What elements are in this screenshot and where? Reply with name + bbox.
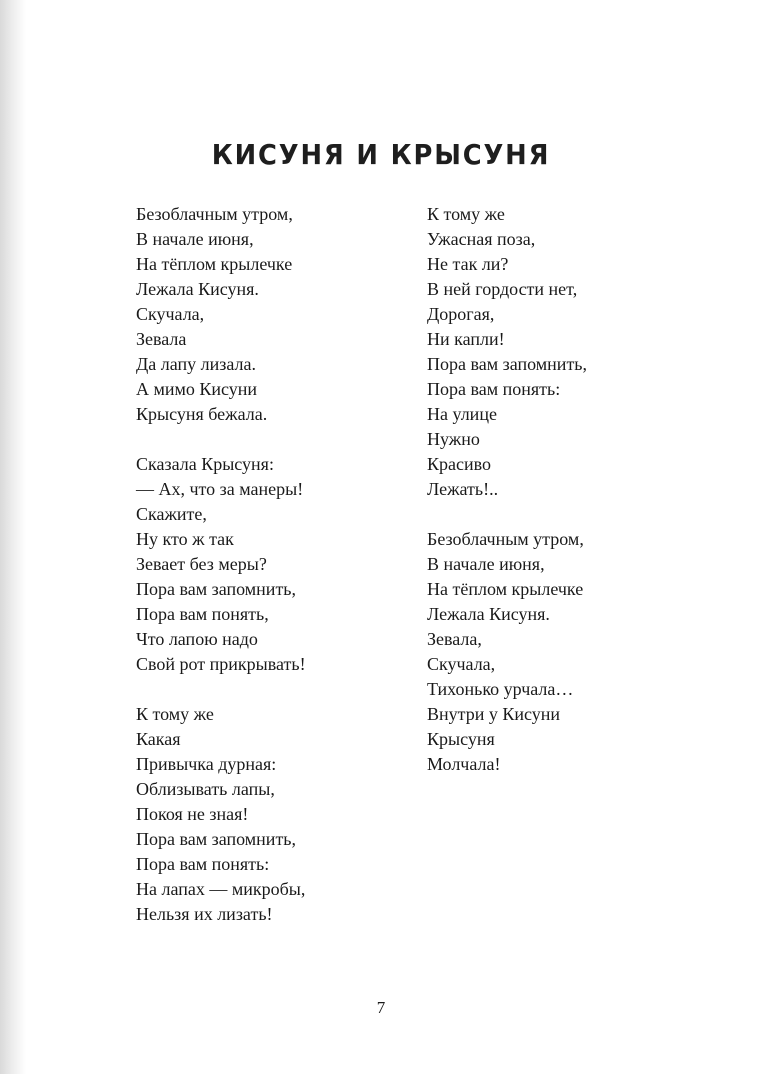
poem-line: Да лапу лизала. bbox=[136, 354, 256, 374]
poem-line: Нужно bbox=[427, 429, 480, 449]
poem-line: Не так ли? bbox=[427, 254, 509, 274]
poem-line: Скучала, bbox=[427, 654, 496, 674]
right-column bbox=[427, 202, 587, 802]
poem-line: Пора вам понять, bbox=[136, 604, 269, 624]
page-number: 7 bbox=[376, 998, 386, 1017]
poem-line: Что лапою надо bbox=[136, 629, 258, 649]
poem-line: Нельзя их лизать! bbox=[136, 904, 273, 924]
poem-line: К тому же bbox=[427, 204, 505, 224]
poem-line: Облизывать лапы, bbox=[136, 779, 275, 799]
poem-line: Покоя не зная! bbox=[136, 804, 249, 824]
poem-line: В начале июня, bbox=[136, 229, 254, 249]
poem-line: Крысуня bbox=[427, 729, 495, 749]
poem-line: Зевает без меры? bbox=[136, 554, 267, 574]
poem-title: КИСУНЯ И КРЫСУНЯ bbox=[211, 138, 551, 171]
poem-line: Лежала Кисуня. bbox=[136, 279, 259, 299]
poem-line: На тёплом крылечке bbox=[136, 254, 293, 274]
poem-line: Скучала, bbox=[136, 304, 205, 324]
stanza bbox=[136, 702, 306, 927]
poem-line: В начале июня, bbox=[427, 554, 545, 574]
poem-line: Молчала! bbox=[427, 754, 501, 774]
poem-line: Зевала bbox=[136, 329, 187, 349]
stanza bbox=[136, 202, 306, 427]
poem-line: Пора вам запомнить, bbox=[427, 354, 588, 374]
poem-line: Скажите, bbox=[136, 504, 207, 524]
poem-line: Сказала Крысуня: bbox=[136, 454, 274, 474]
poem-line: К тому же bbox=[136, 704, 214, 724]
poem-line: А мимо Кисуни bbox=[136, 379, 258, 399]
poem-line: Красиво bbox=[427, 454, 491, 474]
page-edge-shadow bbox=[0, 0, 26, 1074]
stanza bbox=[427, 527, 587, 777]
poem-line: Привычка дурная: bbox=[136, 754, 277, 774]
poem-line: На улице bbox=[427, 404, 497, 424]
stanza bbox=[427, 202, 587, 502]
poem-line: В ней гордости нет, bbox=[427, 279, 578, 299]
poem-line: Свой рот прикрывать! bbox=[136, 654, 306, 674]
poem-line: Дорогая, bbox=[427, 304, 495, 324]
poem-line: На лапах — микробы, bbox=[136, 879, 306, 899]
poem-line: Безоблачным утром, bbox=[136, 204, 293, 224]
poem-line: Ну кто ж так bbox=[136, 529, 234, 549]
poem-line: Зевала, bbox=[427, 629, 482, 649]
poem-line: Ужасная поза, bbox=[427, 229, 536, 249]
poem-line: — Ах, что за манеры! bbox=[136, 479, 304, 499]
poem-line: Пора вам понять: bbox=[427, 379, 561, 399]
poem-line: Внутри у Кисуни bbox=[427, 704, 561, 724]
poem-line: Крысуня бежала. bbox=[136, 404, 268, 424]
poem-line: Пора вам запомнить, bbox=[136, 829, 297, 849]
poem-line: Пора вам понять: bbox=[136, 854, 270, 874]
poem-line: Пора вам запомнить, bbox=[136, 579, 297, 599]
poem-line: Лежала Кисуня. bbox=[427, 604, 550, 624]
poem-line: Тихонько урчала… bbox=[427, 679, 574, 699]
poem-line: Какая bbox=[136, 729, 181, 749]
stanza bbox=[136, 452, 306, 677]
poem-line: Лежать!.. bbox=[427, 479, 499, 499]
poem-line: На тёплом крылечке bbox=[427, 579, 584, 599]
poem-line: Безоблачным утром, bbox=[427, 529, 584, 549]
left-column bbox=[136, 202, 306, 952]
poem-line: Ни капли! bbox=[427, 329, 505, 349]
